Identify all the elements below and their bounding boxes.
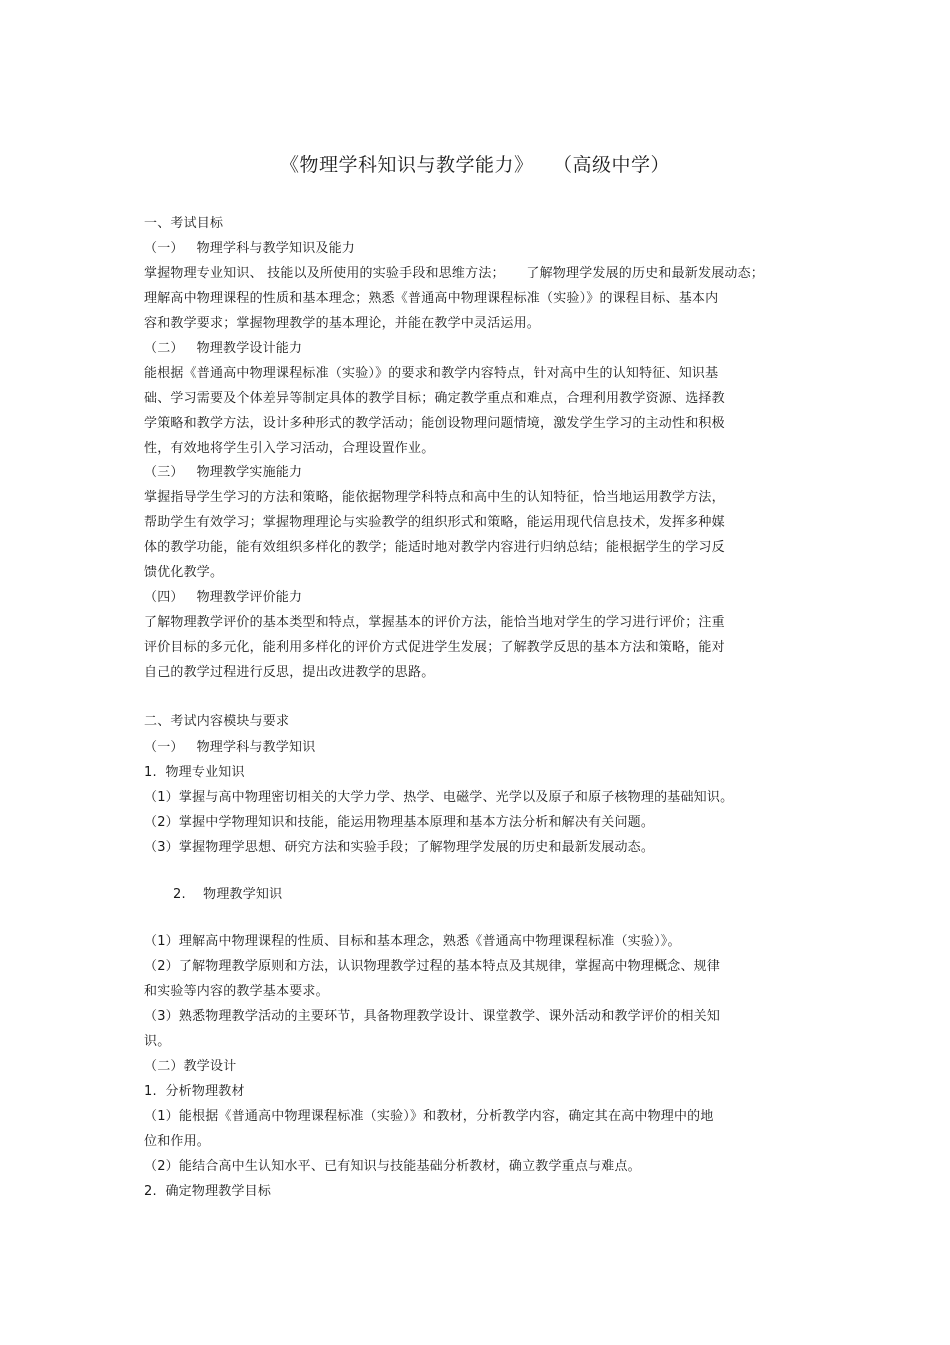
- item-heading: 1. 物理专业知识: [144, 765, 245, 780]
- subsection-heading: （二） 物理教学设计能力: [144, 341, 303, 356]
- paragraph-line: 学策略和教学方法，设计多种形式的教学活动；能创设物理问题情境，激发学生学习的主动性和积极: [144, 416, 725, 431]
- paragraph-line: 评价目标的多元化，能利用多样化的评价方式促进学生发展；了解教学反思的基本方法和策略，能对: [144, 640, 725, 655]
- item-heading: 2. 物理教学知识: [173, 887, 283, 902]
- subsection-heading: （四） 物理教学评价能力: [144, 590, 303, 605]
- subsection-heading: （二）教学设计: [144, 1059, 237, 1074]
- list-item: （2）能结合高中生认知水平、已有知识与技能基础分析教材，确立教学重点与难点。: [144, 1159, 641, 1174]
- list-item: （1）掌握与高中物理密切相关的大学力学、热学、电磁学、光学以及原子和原子核物理的基础知识。: [144, 790, 734, 805]
- list-item: （2）掌握中学物理知识和技能，能运用物理基本原理和基本方法分析和解决有关问题。: [144, 815, 655, 830]
- section-heading: 二、考试内容模块与要求: [144, 714, 290, 729]
- paragraph-line: 础、学习需要及个体差异等制定具体的教学目标；确定教学重点和难点，合理利用教学资源、选择教: [144, 391, 725, 406]
- list-item: （1）理解高中物理课程的性质、目标和基本理念，熟悉《普通高中物理课程标准（实验）》。: [144, 934, 681, 949]
- list-item: （3）掌握物理学思想、研究方法和实验手段；了解物理学发展的历史和最新发展动态。: [144, 840, 655, 855]
- paragraph-line: 能根据《普通高中物理课程标准（实验）》的要求和教学内容特点，针对高中生的认知特征、知识基: [144, 366, 719, 381]
- section-heading: 一、考试目标: [144, 216, 224, 231]
- paragraph-line: 帮助学生有效学习；掌握物理理论与实验教学的组织形式和策略，能运用现代信息技术，发挥多种媒: [144, 515, 725, 530]
- paragraph-line: 自己的教学过程进行反思，提出改进教学的思路。: [144, 665, 435, 680]
- list-item: （2）了解物理教学原则和方法，认识物理教学过程的基本特点及其规律，掌握高中物理概念、规律: [144, 959, 721, 974]
- list-item: （3）熟悉物理教学活动的主要环节，具备物理教学设计、课堂教学、课外活动和教学评价的相关知: [144, 1009, 721, 1024]
- subsection-heading: （一） 物理学科与教学知识及能力: [144, 241, 355, 256]
- paragraph-line: 和实验等内容的教学基本要求。: [144, 984, 329, 999]
- item-heading: 1. 分析物理教材: [144, 1084, 245, 1099]
- paragraph-line: 馈优化教学。: [144, 565, 224, 580]
- subsection-heading: （三） 物理教学实施能力: [144, 465, 303, 480]
- paragraph-line: 位和作用。: [144, 1134, 211, 1149]
- document-title: 《物理学科知识与教学能力》 （高级中学）: [279, 154, 671, 176]
- list-item: （1）能根据《普通高中物理课程标准（实验）》和教材，分析教学内容，确定其在高中物理中的地: [144, 1109, 714, 1124]
- paragraph-line: 了解物理教学评价的基本类型和特点，掌握基本的评价方法，能恰当地对学生的学习进行评价；注重: [144, 615, 725, 630]
- paragraph-line: 性，有效地将学生引入学习活动，合理设置作业。: [144, 441, 435, 456]
- paragraph-line: 掌握物理专业知识、 技能以及所使用的实验手段和思维方法； 了解物理学发展的历史和最新发展动态；: [144, 266, 764, 281]
- item-heading: 2. 确定物理教学目标: [144, 1184, 272, 1199]
- paragraph-line: 容和教学要求；掌握物理教学的基本理论，并能在教学中灵活运用。: [144, 316, 541, 331]
- paragraph-line: 掌握指导学生学习的方法和策略，能依据物理学科特点和高中生的认知特征，恰当地运用教学方法，: [144, 490, 725, 505]
- subsection-heading: （一） 物理学科与教学知识: [144, 740, 316, 755]
- paragraph-line: 识。: [144, 1034, 171, 1049]
- paragraph-line: 体的教学功能，能有效组织多样化的教学；能适时地对教学内容进行归纳总结；能根据学生的学习反: [144, 540, 725, 555]
- paragraph-line: 理解高中物理课程的性质和基本理念；熟悉《普通高中物理课程标准（实验）》的课程目标、基本内: [144, 291, 719, 306]
